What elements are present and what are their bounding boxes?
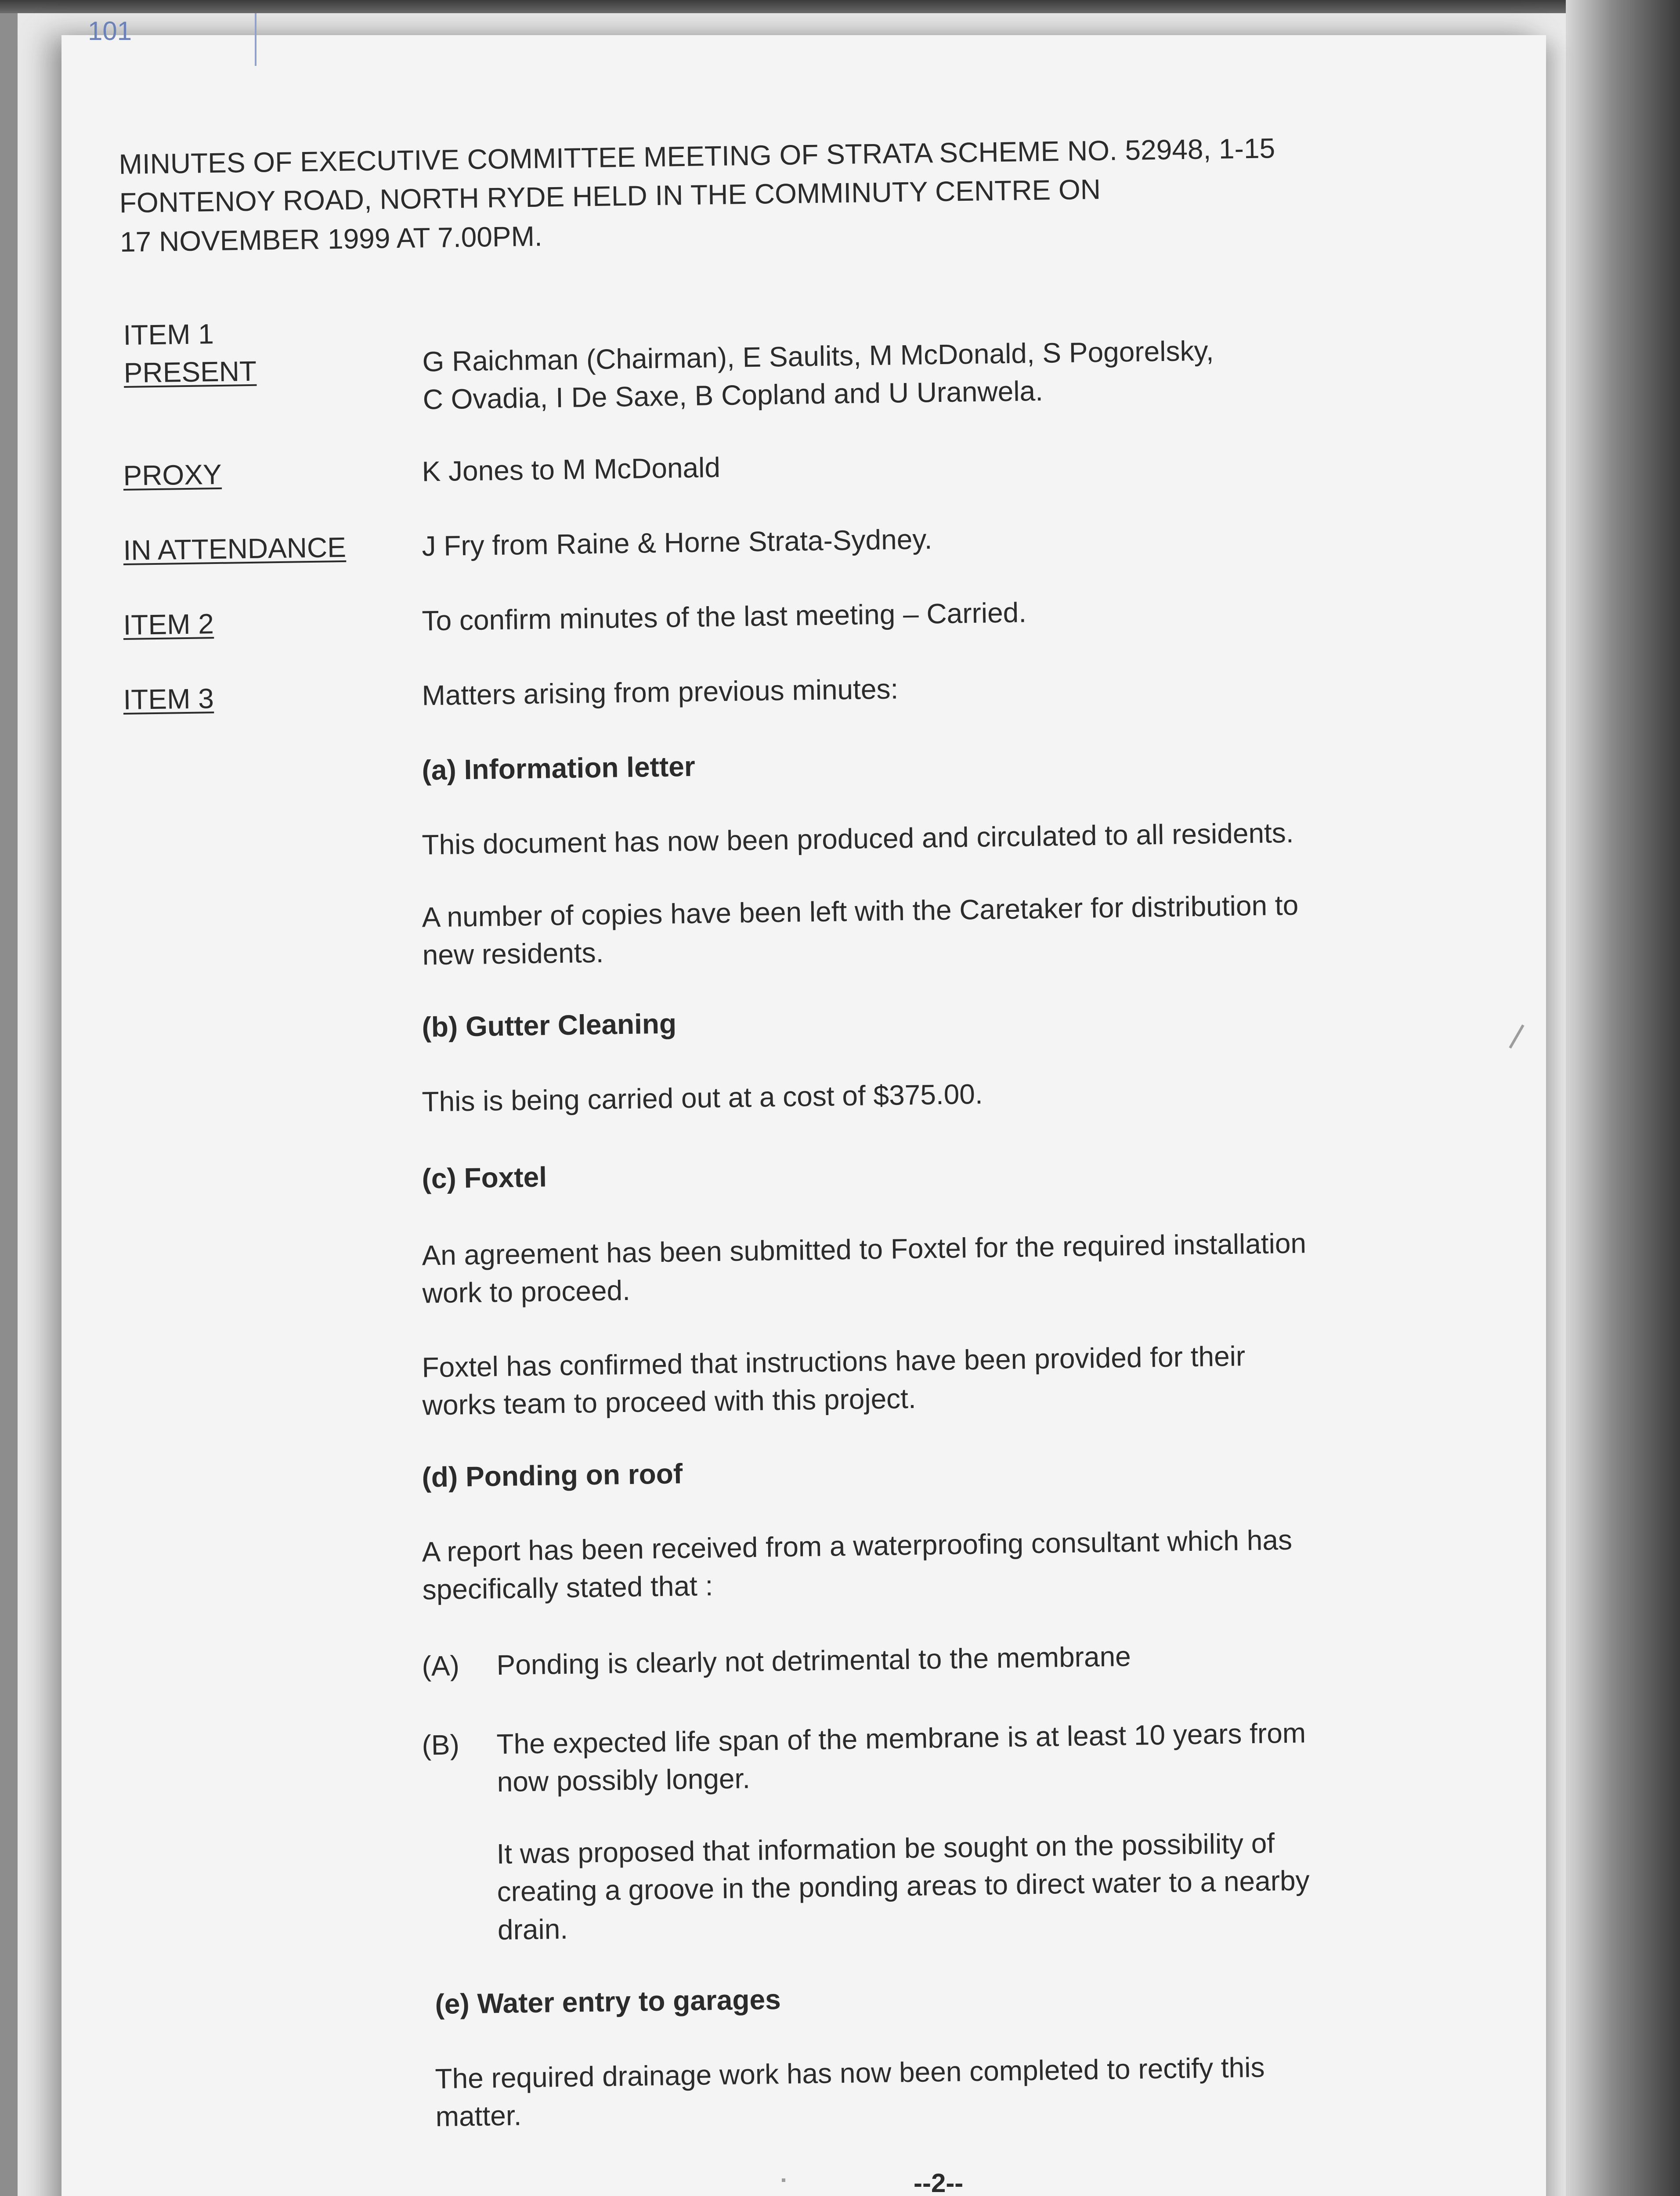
section-e-para1-line2: matter. (435, 2099, 522, 2133)
present-label: PRESENT (123, 355, 257, 389)
section-b-para1 (123, 1068, 1485, 1118)
item2-row (123, 587, 1485, 641)
corner-mark: 101 (88, 16, 132, 46)
section-d-note (123, 1821, 1485, 1946)
present-text (422, 329, 1433, 419)
section-c (123, 1145, 1485, 1195)
present-line-2: C Ovadia, I De Saxe, B Copland and U Uranwela. (423, 375, 1044, 415)
note-line1: It was proposed that information be sought on the possibility of (496, 1827, 1275, 1870)
section-a-para2-line2: new residents. (422, 937, 604, 971)
section-c-para2 (123, 1334, 1485, 1421)
section-b-para1-text: This is being carried out at a cost of $375.00. (422, 1078, 983, 1118)
page-title (119, 126, 1438, 261)
section-b-heading: (b) Gutter Cleaning (422, 1008, 677, 1043)
section-a-heading: (a) Information letter (422, 750, 696, 786)
section-c-para2-line1: Foxtel has confirmed that instructions have been provided for their (422, 1340, 1246, 1383)
item-A-text: Ponding is clearly not detrimental to the membrane (496, 1640, 1131, 1681)
page-number: --2-- (914, 2168, 964, 2196)
item3-row (123, 662, 1485, 715)
scan-edge-right (1566, 0, 1680, 2196)
item-A-letter: (A) (422, 1650, 460, 1682)
section-c-para1-line1: An agreement has been submitted to Foxtel for the required installation (422, 1227, 1307, 1271)
section-d (123, 1444, 1485, 1493)
item1-label (123, 312, 405, 392)
section-a-para2 (123, 884, 1485, 971)
section-c-heading: (c) Foxtel (422, 1161, 547, 1195)
item1-row (123, 297, 1485, 415)
section-e-heading: (e) Water entry to garages (435, 1983, 781, 2020)
section-d-para1-line1: A report has been received from a waterproofing consultant which has (422, 1524, 1293, 1568)
attendance-label: IN ATTENDANCE (123, 531, 347, 566)
section-c-para2-line2: works team to proceed with this project. (422, 1383, 917, 1421)
section-a-para2-line1: A number of copies have been left with the Caretaker for distribution to (422, 889, 1299, 933)
section-d-heading: (d) Ponding on roof (422, 1458, 683, 1493)
item3-text: Matters arising from previous minutes: (422, 673, 899, 712)
scan-speck (1509, 1025, 1524, 1049)
attendance-text: J Fry from Raine & Horne Strata-Sydney. (422, 523, 932, 562)
title-line-1: MINUTES OF EXECUTIVE COMMITTEE MEETING OF STRATA SCHEME NO. 52948, 1-15 (119, 132, 1275, 180)
item2-text: To confirm minutes of the last meeting – Carried. (422, 596, 1027, 637)
section-b (123, 993, 1485, 1043)
section-e (123, 1971, 1485, 2020)
section-e-para1 (123, 2045, 1485, 2133)
title-line-2: FONTENOY ROAD, NORTH RYDE HELD IN THE COMMINUTY CENTRE ON (119, 173, 1101, 219)
section-d-para1-line2: specifically stated that : (422, 1570, 713, 1606)
section-d-item-A (123, 1633, 1485, 1682)
attendance-row (123, 513, 1485, 566)
item-B-letter: (B) (422, 1729, 460, 1761)
scan-speck (782, 2178, 785, 2182)
item3-label: ITEM 3 (123, 683, 214, 715)
section-d-item-B (123, 1712, 1485, 1798)
section-e-para1-line1: The required drainage work has now been completed to rectify this (435, 2051, 1265, 2095)
note-line3: drain. (497, 1913, 568, 1946)
item-B-line2: now possibly longer. (497, 1763, 751, 1798)
item2-label: ITEM 2 (123, 608, 214, 641)
section-a-para1 (123, 811, 1485, 861)
proxy-text: K Jones to M McDonald (422, 451, 721, 488)
item1-number: ITEM 1 (123, 318, 214, 351)
proxy-label: PROXY (123, 458, 222, 491)
section-c-para1-line2: work to proceed. (422, 1275, 631, 1309)
section-c-para1 (123, 1222, 1485, 1309)
document-page (61, 16, 1546, 2196)
section-a (123, 737, 1485, 786)
present-line-1: G Raichman (Chairman), E Saulits, M McDonald, S Pogorelsky, (422, 335, 1214, 378)
item-B-line1: The expected life span of the membrane is at least 10 years from (496, 1717, 1306, 1760)
proxy-row (123, 438, 1485, 491)
title-line-3: 17 NOVEMBER 1999 AT 7.00PM. (119, 220, 543, 258)
tab-line (255, 13, 257, 66)
section-a-para1-text: This document has now been produced and circulated to all residents. (422, 816, 1294, 861)
section-d-para1 (123, 1518, 1485, 1606)
note-line2: creating a groove in the ponding areas to direct water to a nearby (497, 1864, 1310, 1908)
